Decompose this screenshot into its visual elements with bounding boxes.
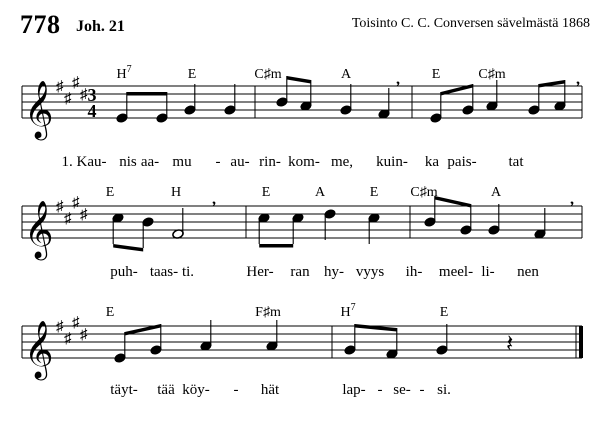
time-signature-denominator: 4 (87, 101, 97, 121)
time-signature-numerator: 3 (87, 85, 97, 105)
note-beam (113, 244, 143, 252)
chord-symbol: H (170, 185, 182, 200)
lyric-syllable: mu (172, 154, 192, 170)
key-signature-sharp: ♯ (64, 91, 72, 107)
breath-mark: , (576, 71, 580, 88)
lyric-syllable: ih- (405, 264, 423, 280)
breath-mark: , (396, 71, 400, 88)
key-signature-sharp: ♯ (56, 79, 64, 95)
lyric-syllable: tat (508, 154, 524, 170)
note-beam (355, 324, 397, 332)
lyric-syllable: lap- (342, 382, 366, 398)
lyric-syllable: pais- (447, 154, 477, 170)
treble-clef: 𝄞 (24, 81, 54, 137)
key-signature-sharp: ♯ (56, 319, 64, 335)
breath-mark: , (212, 191, 216, 208)
key-signature-sharp: ♯ (64, 331, 72, 347)
lyric-syllable: - (233, 382, 239, 398)
treble-clef: 𝄞 (24, 321, 54, 377)
key-signature-sharp: ♯ (72, 75, 80, 91)
lyric-syllable: kuin- (376, 154, 408, 170)
lyric-syllable: täyt- (110, 382, 138, 398)
lyric-syllable: ran (290, 264, 310, 280)
key-signature-sharp: ♯ (80, 87, 88, 103)
chord-symbol: C♯m (410, 185, 438, 200)
chord-symbol: E (369, 185, 379, 200)
chord-symbol: A (490, 185, 502, 200)
lyric-syllable: hy- (324, 264, 344, 280)
lyric-syllable: se- (393, 382, 411, 398)
quarter-rest: 𝄽 (506, 331, 514, 357)
treble-clef: 𝄞 (24, 201, 54, 257)
lyric-syllable: si. (437, 382, 451, 398)
melody-credit: Toisinto C. C. Conversen sävelmästä 1868 (351, 16, 590, 31)
key-signature-sharp: ♯ (72, 195, 80, 211)
key-signature-sharp: ♯ (80, 207, 88, 223)
key-signature-sharp: ♯ (64, 211, 72, 227)
lyric-syllable: puh- (110, 264, 138, 280)
chord-symbol: F♯m (255, 305, 281, 320)
chord-symbol: E (105, 185, 115, 200)
lyric-syllable: - (215, 154, 221, 170)
breath-mark: , (570, 191, 574, 208)
lyric-syllable: nis (119, 154, 137, 170)
chord-symbol: E (105, 305, 115, 320)
chord-symbol: A (340, 67, 352, 82)
lyric-syllable: tää (157, 382, 175, 398)
chord-symbol: E (439, 305, 449, 320)
note-beam (127, 92, 167, 96)
chord-symbol: $H^7$ (116, 64, 132, 82)
key-signature-sharp: ♯ (72, 315, 80, 331)
lyric-syllable: ti. (181, 264, 195, 280)
chord-symbol: C♯m (478, 67, 506, 82)
scripture-reference: Joh. 21 (76, 18, 125, 35)
lyric-syllable: meel- (438, 264, 474, 280)
final-barline-thick (579, 326, 583, 358)
note-beam (287, 76, 311, 84)
lyric-syllable: 1. Kau- (61, 154, 107, 170)
chord-symbol: $H^7$ (340, 302, 356, 320)
lyric-syllable: vyys (355, 264, 385, 280)
lyric-syllable: aa- (140, 154, 160, 170)
lyric-syllable: - (419, 382, 425, 398)
key-signature-sharp: ♯ (80, 327, 88, 343)
chord-symbol: A (314, 185, 326, 200)
lyric-syllable: - (377, 382, 383, 398)
hymn-number: 778 (20, 10, 61, 39)
key-signature-sharp: ♯ (56, 199, 64, 215)
lyric-syllable: rin- (259, 154, 281, 170)
lyric-syllable: me, (330, 154, 354, 170)
lyric-syllable: nen (517, 264, 539, 280)
lyric-syllable: Her- (246, 264, 274, 280)
chord-symbol: C♯m (254, 67, 282, 82)
lyric-syllable: taas- (149, 264, 179, 280)
lyric-syllable: kom- (288, 154, 320, 170)
lyric-syllable: köy- (182, 382, 210, 398)
chord-symbol: E (261, 185, 271, 200)
chord-symbol: E (187, 67, 197, 82)
note-beam (259, 244, 293, 248)
lyric-syllable: au- (230, 154, 250, 170)
lyric-syllable: ka (424, 154, 440, 170)
chord-symbol: E (431, 67, 441, 82)
lyric-syllable: hät (260, 382, 280, 398)
lyric-syllable: li- (481, 264, 495, 280)
